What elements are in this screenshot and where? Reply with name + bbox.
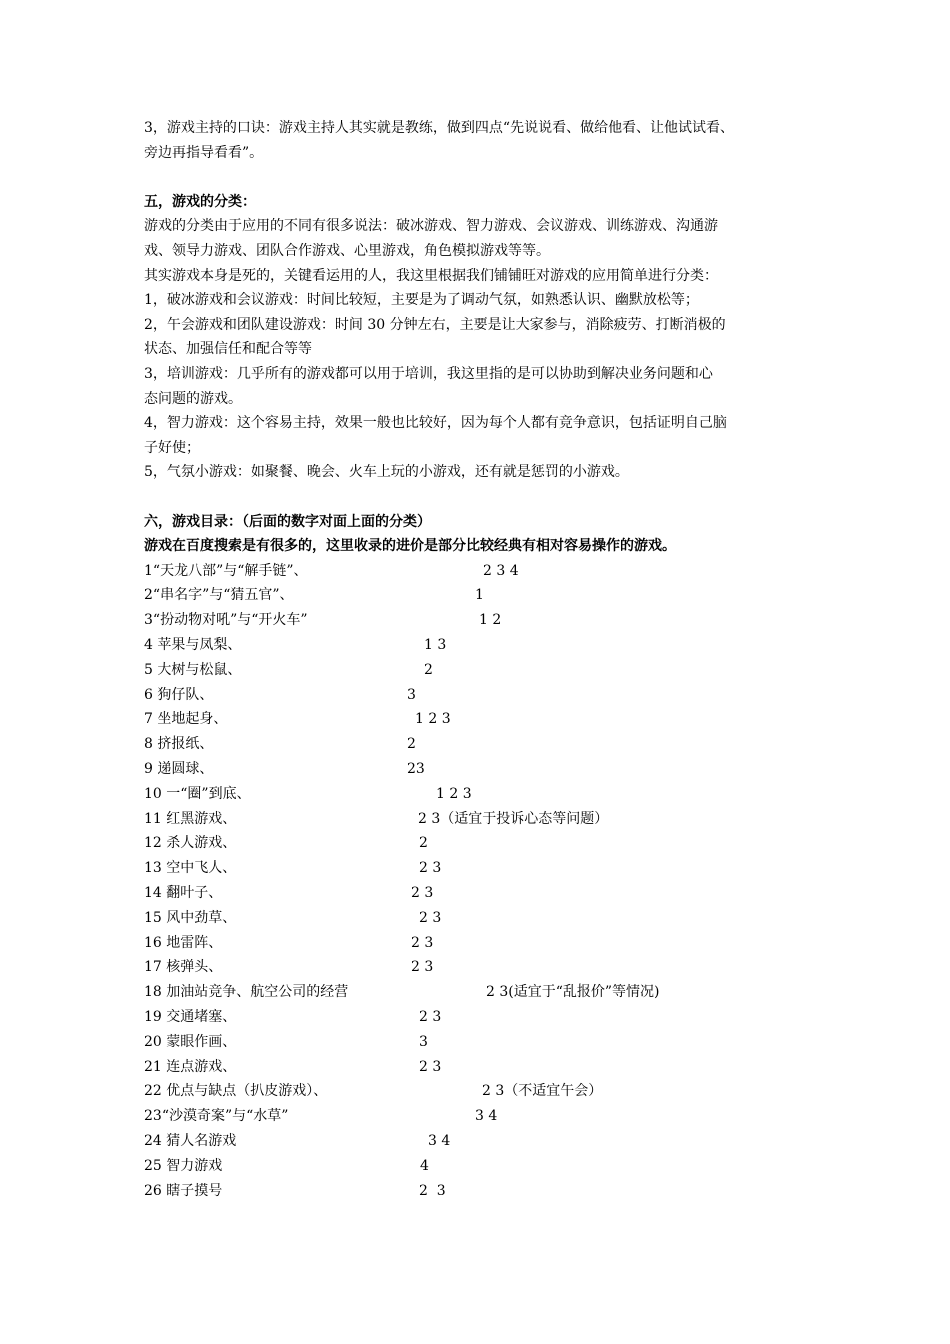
list-item [144,881,824,906]
game-name: 4 苹果与凤梨、 [144,637,242,654]
game-category-numbers: 1 2 3 [415,711,451,728]
game-name: 17 核弹头、 [144,959,223,976]
section-5-line: 3，培训游戏：几乎所有的游戏都可以用于培训，我这里指的是可以协助到解决业务问题和心 [144,365,713,382]
list-item [144,1104,824,1129]
game-category-numbers: 2 3（不适宜午会） [482,1083,603,1100]
game-category-numbers: 4 [420,1157,429,1174]
list-item [144,583,824,608]
list-item [144,1129,824,1154]
list-item [144,683,824,708]
game-category-numbers: 2 [419,835,428,852]
game-category-numbers: 1 [475,587,484,604]
game-name: 8 挤报纸、 [144,736,214,753]
game-category-numbers: 3 4 [428,1133,451,1150]
game-name: 3“扮动物对吼”与“开火车” [144,612,308,629]
game-category-numbers: 3 4 [475,1108,498,1125]
list-item [144,1154,824,1179]
game-name: 14 翻叶子、 [144,885,223,902]
spacer [144,485,824,510]
game-name: 7 坐地起身、 [144,711,228,728]
section-5-line: 2，午会游戏和团队建设游戏：时间 30 分钟左右，主要是让大家参与，消除疲劳、打断消极的 [144,316,726,333]
list-item [144,1079,824,1104]
section-5-line: 4，智力游戏：这个容易主持，效果一般也比较好，因为每个人都有竞争意识，包括证明自己脑 [144,415,727,432]
list-item [144,931,824,956]
list-item [144,856,824,881]
game-name: 19 交通堵塞、 [144,1009,237,1026]
game-catalog-list [144,559,824,1204]
list-item [144,980,824,1005]
list-item [144,807,824,832]
prev-item-3-line-2: 旁边再指导看看”。 [144,144,264,161]
list-item [144,831,824,856]
game-name: 22 优点与缺点（扒皮游戏）、 [144,1083,328,1100]
list-item [144,707,824,732]
game-name: 24 猜人名游戏 [144,1133,237,1150]
section-5-line: 5，气氛小游戏：如聚餐、晚会、火车上玩的小游戏，还有就是惩罚的小游戏。 [144,464,629,481]
game-category-numbers: 2 3 [419,860,442,877]
game-name: 21 连点游戏、 [144,1058,237,1075]
game-category-numbers: 2 3（适宜于投诉心态等问题） [418,810,609,827]
section-6-subtitle: 游戏在百度搜索是有很多的，这里收录的进价是部分比较经典有相对容易操作的游戏。 [144,538,676,555]
list-item [144,608,824,633]
game-name: 15 风中劲草、 [144,909,237,926]
list-item [144,732,824,757]
list-item [144,906,824,931]
game-category-numbers: 1 2 [479,612,502,629]
spacer [144,165,824,190]
section-5-line: 态问题的游戏。 [144,390,242,407]
list-item [144,757,824,782]
game-name: 9 递圆球、 [144,761,214,778]
game-name: 1“天龙八部”与“解手链”、 [144,562,308,579]
section-5-line: 游戏的分类由于应用的不同有很多说法：破冰游戏、智力游戏、会议游戏、训练游戏、沟通游 [144,218,718,235]
game-category-numbers: 2 3 4 [483,562,519,579]
game-category-numbers: 3 [407,686,416,703]
game-category-numbers: 23 [407,761,425,778]
list-item [144,955,824,980]
game-category-numbers: 2 3 [411,959,434,976]
game-category-numbers: 1 2 3 [436,785,472,802]
game-name: 2“串名字”与“猜五官”、 [144,587,294,604]
list-item [144,1055,824,1080]
game-name: 13 空中飞人、 [144,860,237,877]
list-item [144,1030,824,1055]
section-5-line: 状态、加强信任和配合等等 [144,341,312,358]
section-5-line: 戏、领导力游戏、团队合作游戏、心里游戏，角色模拟游戏等等。 [144,242,550,259]
game-name: 10 一“圈”到底、 [144,785,251,802]
game-name: 11 红黑游戏、 [144,810,237,827]
game-category-numbers: 2 3(适宜于“乱报价”等情况) [486,984,660,1001]
list-item [144,1179,824,1204]
game-category-numbers: 2 3 [411,885,434,902]
document-page [144,116,824,1203]
section-5-title: 五，游戏的分类： [144,193,256,210]
game-category-numbers: 1 3 [424,637,447,654]
game-category-numbers: 3 [419,1033,428,1050]
game-name: 23“沙漠奇案”与“水草” [144,1108,289,1125]
section-5-line: 其实游戏本身是死的，关键看运用的人，我这里根据我们铺铺旺对游戏的应用简单进行分类： [144,267,718,284]
game-name: 18 加油站竞争、航空公司的经营 [144,984,349,1001]
game-name: 12 杀人游戏、 [144,835,237,852]
section-5-line: 子好使； [144,439,200,456]
game-category-numbers: 2 3 [411,934,434,951]
game-category-numbers: 2 [424,661,433,678]
section-5-line: 1，破冰游戏和会议游戏：时间比较短，主要是为了调动气氛，如熟悉认识、幽默放松等； [144,292,699,309]
game-name: 16 地雷阵、 [144,934,223,951]
game-category-numbers: 2 3 [419,1182,446,1199]
list-item [144,782,824,807]
game-name: 26 瞎子摸号 [144,1182,223,1199]
list-item [144,658,824,683]
game-name: 5 大树与松鼠、 [144,661,242,678]
game-name: 20 蒙眼作画、 [144,1033,237,1050]
list-item [144,633,824,658]
game-category-numbers: 2 [407,736,416,753]
game-category-numbers: 2 3 [419,909,442,926]
game-category-numbers: 2 3 [419,1009,442,1026]
section-6-title: 六，游戏目录：（后面的数字对面上面的分类） [144,513,431,530]
game-category-numbers: 2 3 [419,1058,442,1075]
list-item [144,1005,824,1030]
prev-item-3-line-1: 3，游戏主持的口诀：游戏主持人其实就是教练，做到四点“先说说看、做给他看、让他试试看、 [144,120,735,136]
list-item [144,559,824,584]
game-name: 6 狗仔队、 [144,686,214,703]
game-name: 25 智力游戏 [144,1157,223,1174]
